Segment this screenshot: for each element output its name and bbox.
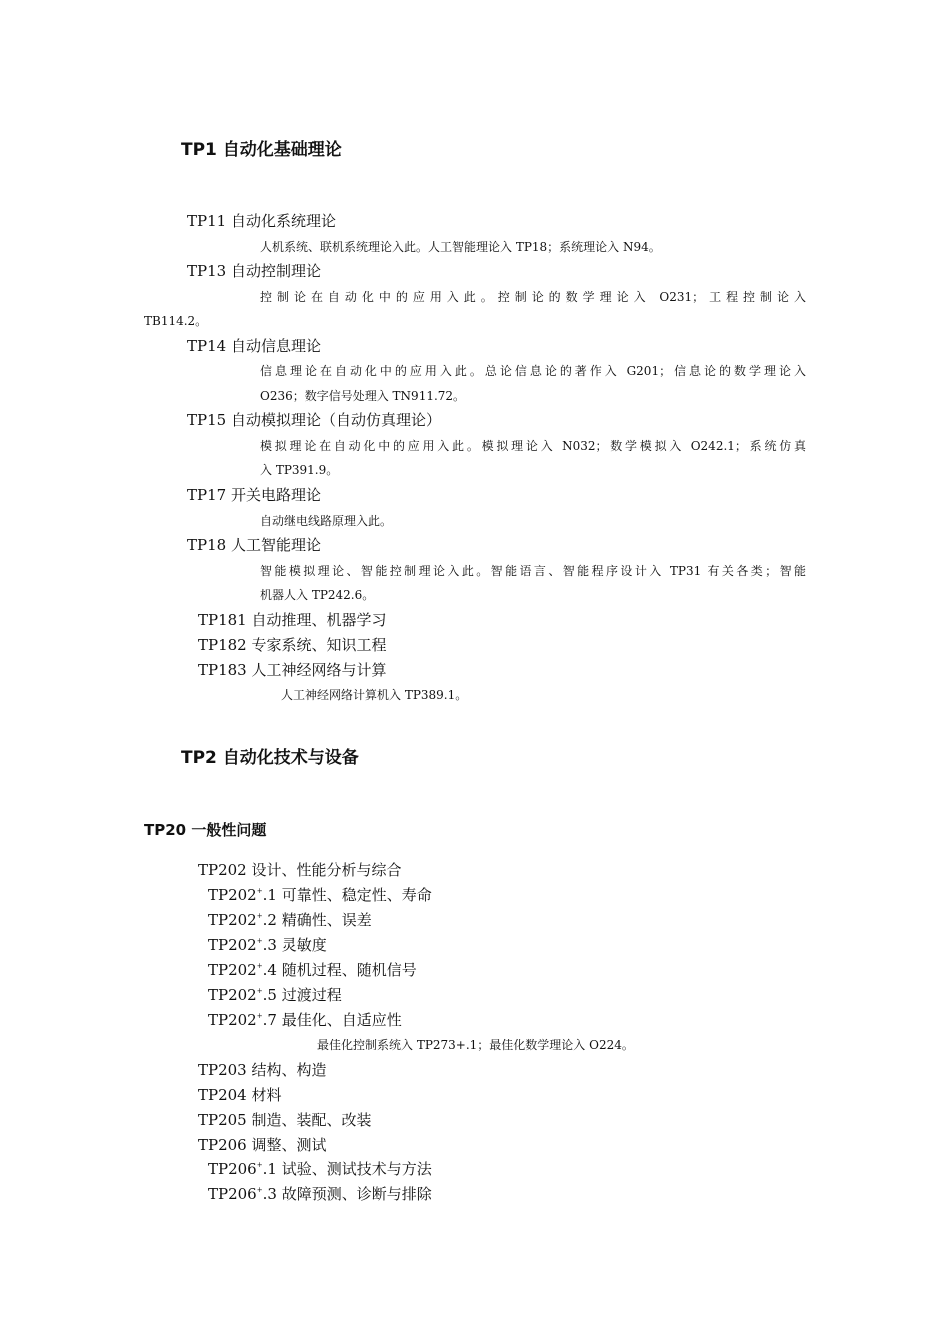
plus-mark: + <box>256 1186 263 1194</box>
note-tp15-line1: 模拟理论在自动化中的应用入此。模拟理论入 N032；数学模拟入 O242.1；系统仿真 <box>260 439 806 453</box>
entry-tp202-4 <box>208 963 417 978</box>
entry-tp206-1 <box>208 1162 432 1177</box>
entry-code: TP202 <box>208 1011 257 1029</box>
entry-code: TP202 <box>208 986 257 1004</box>
entry-text: .3 故障预测、诊断与排除 <box>262 1185 432 1203</box>
note-tp202-7: 最佳化控制系统入 TP273+.1；最佳化数学理论入 O224。 <box>317 1038 634 1052</box>
plus-mark: + <box>256 887 263 895</box>
entry-tp181: TP181 自动推理、机器学习 <box>198 611 387 629</box>
note-tp15-line2: 入 TP391.9。 <box>260 463 339 477</box>
entry-tp202-5 <box>208 988 342 1003</box>
section-title-tp2: TP2 自动化技术与设备 <box>181 748 359 768</box>
note-tp13-line1: 控制论在自动化中的应用入此。控制论的数学理论入 O231；工程控制论入 <box>260 290 806 304</box>
entry-tp202-7 <box>208 1013 402 1028</box>
entry-tp11: TP11 自动化系统理论 <box>187 212 336 230</box>
note-tp13-line2: TB114.2。 <box>144 314 208 328</box>
plus-mark: + <box>256 912 263 920</box>
entry-tp183: TP183 人工神经网络与计算 <box>198 661 387 679</box>
note-tp183: 人工神经网络计算机入 TP389.1。 <box>281 688 468 702</box>
entry-text: .3 灵敏度 <box>262 936 327 954</box>
entry-tp202-1 <box>208 888 432 903</box>
entry-code: TP206 <box>208 1160 257 1178</box>
entry-tp15: TP15 自动模拟理论（自动仿真理论） <box>187 411 441 429</box>
entry-tp204: TP204 材料 <box>198 1086 282 1104</box>
entry-text: .5 过渡过程 <box>262 986 342 1004</box>
note-tp18-line2: 机器人入 TP242.6。 <box>260 588 375 602</box>
entry-tp14: TP14 自动信息理论 <box>187 337 321 355</box>
entry-tp202-3 <box>208 938 327 953</box>
entry-tp202-2 <box>208 913 372 928</box>
entry-tp13: TP13 自动控制理论 <box>187 262 321 280</box>
entry-code: TP202 <box>208 911 257 929</box>
entry-code: TP202 <box>208 961 257 979</box>
entry-code: TP206 <box>208 1185 257 1203</box>
section-title-tp1: TP1 自动化基础理论 <box>181 140 342 160</box>
entry-text: .2 精确性、误差 <box>262 911 372 929</box>
note-tp18-line1: 智能模拟理论、智能控制理论入此。智能语言、智能程序设计入 TP31 有关各类；智能 <box>260 564 806 578</box>
entry-text: .1 试验、测试技术与方法 <box>262 1160 432 1178</box>
entry-tp206-3 <box>208 1187 432 1202</box>
entry-tp18: TP18 人工智能理论 <box>187 536 321 554</box>
entry-code: TP202 <box>208 886 257 904</box>
note-tp11: 人机系统、联机系统理论入此。人工智能理论入 TP18；系统理论入 N94。 <box>260 240 661 254</box>
plus-mark: + <box>256 1012 263 1020</box>
entry-code: TP202 <box>208 936 257 954</box>
note-tp14-line2: O236；数字信号处理入 TN911.72。 <box>260 389 466 403</box>
plus-mark: + <box>256 962 263 970</box>
plus-mark: + <box>256 937 263 945</box>
plus-mark: + <box>256 1161 263 1169</box>
entry-tp205: TP205 制造、装配、改装 <box>198 1111 372 1129</box>
entry-text: .1 可靠性、稳定性、寿命 <box>262 886 432 904</box>
entry-tp202: TP202 设计、性能分析与综合 <box>198 861 402 879</box>
entry-tp203: TP203 结构、构造 <box>198 1061 327 1079</box>
note-tp14-line1: 信息理论在自动化中的应用入此。总论信息论的著作入 G201；信息论的数学理论入 <box>260 364 806 378</box>
entry-text: .7 最佳化、自适应性 <box>262 1011 402 1029</box>
entry-text: .4 随机过程、随机信号 <box>262 961 417 979</box>
entry-tp20: TP20 一般性问题 <box>144 821 267 839</box>
note-tp17: 自动继电线路原理入此。 <box>260 514 393 528</box>
entry-tp17: TP17 开关电路理论 <box>187 486 321 504</box>
entry-tp182: TP182 专家系统、知识工程 <box>198 636 387 654</box>
entry-tp206: TP206 调整、测试 <box>198 1136 327 1154</box>
plus-mark: + <box>256 987 263 995</box>
